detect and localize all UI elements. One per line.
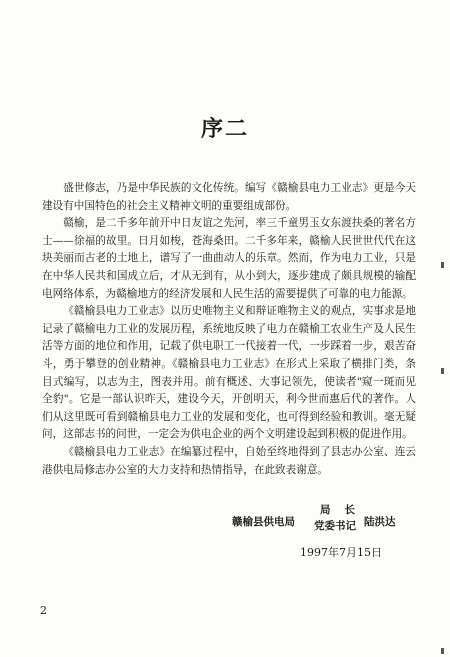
signature-position-secretary: 党委书记 bbox=[314, 520, 356, 532]
paragraph-2: 赣榆，是二千多年前开中日友谊之先河，率三千童男玉女东渡扶桑的著名方士——徐福的故里。日月如梭，苍海桑田。二千多年来，赣榆人民世世代代在这块美丽而古老的土地上，谱写了一曲曲动人的乐章。然而，作为电力工业，只是在中华人民共和国成立后，才从无到有，从小到大，逐步建成了颇具规模的输配电网络体系，为赣榆地方的经济发展和人民生活的需要提供了可靠的电力能源。 bbox=[42, 217, 416, 300]
preface-body bbox=[42, 180, 416, 479]
paragraph-3: 《赣榆县电力工业志》以历史唯物主义和辩证唯物主义的观点，实事求是地记录了赣榆电力工业的发展历程，系统地反映了电力在赣榆工农业生产及人民生活等方面的地位和作用，记载了供电职工一代接着一代，一步踩着一步，艰苦奋斗，勇于攀登的创业精神。《赣榆县电力工业志》在形式上采取了横排门类，条目式编写，以志为主，图表并用。前有概述、大事记领先，使读者"窥一斑而见全豹"。它是一部认识昨天，建设今天，开创明天，利今世而惠后代的著作。人们从这里既可看到赣榆县电力工业的发展和变化，也可得到经验和教训。毫无疑问，这部志书的问世，一定会为供电企业的两个文明建设起到积极的促进作用。 bbox=[42, 305, 416, 441]
binding-mark bbox=[441, 648, 444, 654]
signature-organization: 赣榆县供电局 bbox=[232, 516, 295, 528]
binding-mark bbox=[441, 262, 444, 268]
binding-mark bbox=[441, 368, 444, 374]
signature-position-director: 局长 bbox=[320, 504, 369, 516]
signature-name: 陆洪达 bbox=[364, 516, 396, 528]
section-title: 序二 bbox=[200, 117, 249, 142]
paragraph-4: 《赣榆县电力工业志》在编纂过程中，自始至终地得到了县志办公室、连云港供电局修志办公室的大力支持和热情指导，在此致表谢意。 bbox=[42, 445, 416, 476]
signature-date: 1997年7月15日 bbox=[300, 546, 382, 559]
paragraph-1: 盛世修志，乃是中华民族的文化传统。编写《赣榆县电力工业志》更是今天建设有中国特色的社会主义精神文明的重要组成部份。 bbox=[42, 182, 416, 212]
signature-block bbox=[232, 502, 422, 542]
page-number: 2 bbox=[40, 604, 47, 617]
